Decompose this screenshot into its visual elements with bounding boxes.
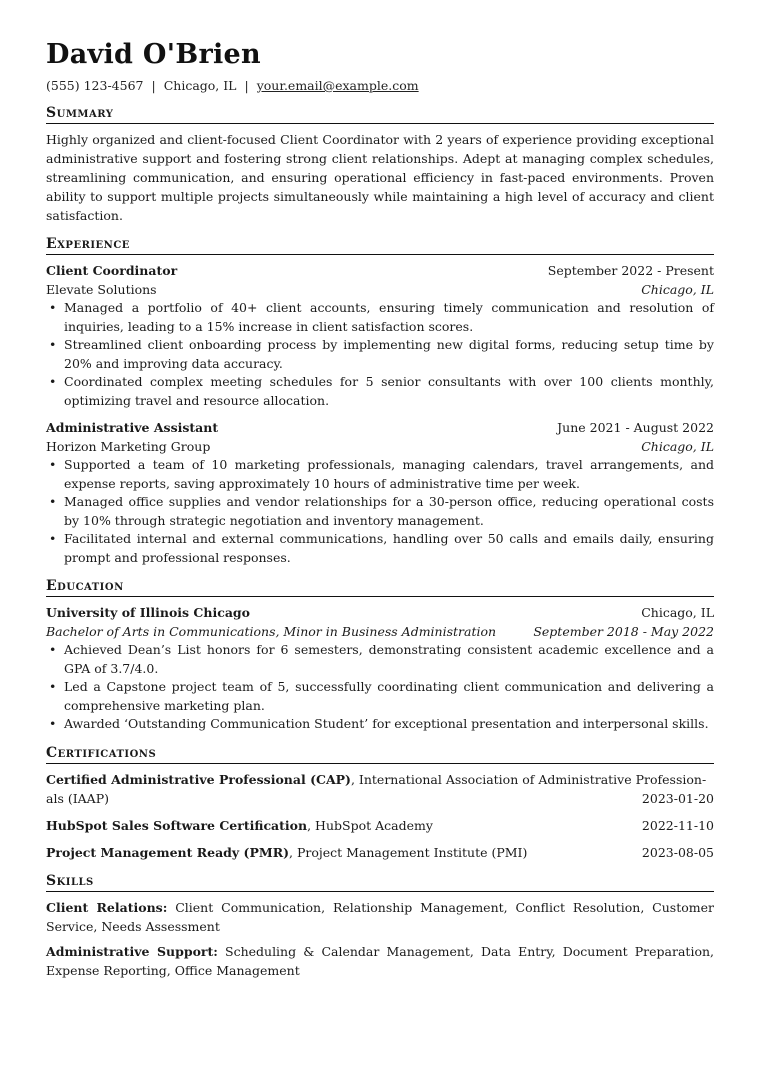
bullet-icon: • [49, 374, 57, 389]
contact-location: Chicago, IL [163, 78, 237, 93]
section-heading-certifications: Certifications [46, 744, 714, 764]
candidate-name: David O'Brien [46, 39, 261, 70]
job-dates: June 2021 - August 2022 [557, 420, 714, 435]
section-heading-experience: Experience [46, 235, 714, 255]
job-dates: September 2022 - Present [547, 263, 714, 278]
certification-item [46, 816, 714, 835]
bullet-icon: • [49, 300, 57, 315]
certification-issuer: , HubSpot Academy [307, 817, 433, 833]
education-dates: September 2018 - May 2022 [533, 624, 714, 639]
experience-section [46, 235, 714, 567]
company-name: Horizon Marketing Group [46, 439, 211, 454]
list-item: • Managed a portfolio of 40+ client accounts, ensuring timely communication and resolution of inquiries, leading to a 15% increase in client satisfaction scores. [49, 300, 714, 334]
certification-issuer: , Project Management Institute (PMI) [289, 844, 528, 860]
school-location: Chicago, IL [641, 605, 714, 620]
skill-group-items: Scheduling & Calendar Management, Data Entry, Document Preparation, Expense Reporting, Office Management [46, 943, 715, 978]
list-item: • Achieved Dean’s List honors for 6 semesters, demonstrating consistent academic excellence and a GPA of 3.7/4.0. [49, 642, 714, 676]
list-item: • Supported a team of 10 marketing professionals, managing calendars, travel arrangements, and expense reports, saving approximately 10 hours of administrative time per week. [49, 457, 714, 491]
bullet-icon: • [49, 531, 57, 546]
list-item: • Streamlined client onboarding process by implementing new digital forms, reducing setup time by 20% and improving data accuracy. [49, 337, 714, 371]
list-item: • Awarded ‘Outstanding Communication Student’ for exceptional presentation and interpersonal skills. [46, 715, 714, 734]
bullet-icon: • [49, 642, 57, 657]
bullet-icon: • [49, 716, 57, 731]
education-section [46, 577, 714, 734]
list-item: • Facilitated internal and external communications, handling over 50 calls and emails daily, ensuring prompt and professional responses. [49, 531, 714, 565]
school-name: University of Illinois Chicago [46, 605, 251, 620]
bullet-icon: • [49, 679, 57, 694]
certification-date: 2023-08-05 [641, 844, 714, 860]
degree-name: Bachelor of Arts in Communications, Minor in Business Administration [46, 624, 497, 639]
certification-item [46, 770, 714, 808]
bullet-icon: • [49, 337, 57, 352]
company-name: Elevate Solutions [46, 282, 157, 297]
job-title: Administrative Assistant [46, 420, 219, 435]
resume-page [46, 38, 714, 986]
contact-separator: | [244, 78, 249, 93]
contact-line [46, 78, 714, 94]
section-heading-education: Education [46, 577, 714, 597]
skill-group-items: Client Communication, Relationship Management, Conflict Resolution, Customer Service, Needs Assessment [46, 899, 714, 934]
certification-item [46, 843, 714, 862]
job-bullet-list [46, 456, 714, 567]
list-item: • Managed office supplies and vendor relationships for a 30-person office, reducing operational costs by 10% through strategic negotiation and inventory management. [49, 494, 714, 528]
skills-section [46, 872, 714, 980]
skill-group-label: Administrative Support: [46, 943, 218, 959]
skill-group-label: Client Relations: [46, 899, 168, 915]
contact-separator: | [151, 78, 156, 93]
job-location: Chicago, IL [641, 439, 714, 454]
job-title: Client Coordinator [46, 263, 178, 278]
certification-date: 2023-01-20 [641, 790, 714, 806]
certifications-section [46, 744, 714, 862]
list-item: • Coordinated complex meeting schedules for 5 senior consultants with over 100 clients monthly, optimizing travel and resource allocation. [49, 374, 714, 408]
experience-entry [46, 418, 714, 567]
certification-name: Certified Administrative Professional (CAP) [46, 771, 351, 787]
certification-name: HubSpot Sales Software Certification [46, 817, 308, 833]
section-heading-skills: Skills [46, 872, 714, 892]
certification-name: Project Management Ready (PMR) [46, 844, 289, 860]
summary-text: Highly organized and client-focused Client Coordinator with 2 years of experience providing exceptional administrative support and fostering strong client relationships. Adept at managing complex schedules, streamlining communication, and ensuring operational efficiency in fast-paced environments. Proven ability to support multiple projects simultaneously while maintaining a high level of accuracy and client satisfaction. [46, 132, 714, 223]
certification-issuer-cont: als (IAAP) [46, 790, 109, 806]
job-bullet-list [46, 299, 714, 410]
certification-date: 2022-11-10 [641, 817, 714, 833]
skill-group [46, 942, 714, 980]
summary-section [46, 104, 714, 225]
phone-number: (555) 123-4567 [46, 78, 144, 93]
bullet-icon: • [49, 494, 57, 509]
education-bullet-list [46, 641, 714, 734]
skill-group [46, 898, 714, 936]
experience-entry [46, 261, 714, 410]
bullet-icon: • [49, 457, 57, 472]
job-location: Chicago, IL [641, 282, 714, 297]
certification-issuer: , International Association of Administrative Profession- [350, 771, 707, 787]
email-link[interactable]: your.email@example.com [256, 78, 419, 93]
list-item: • Led a Capstone project team of 5, successfully coordinating client communication and delivering a comprehensive marketing plan. [49, 679, 714, 713]
section-heading-summary: Summary [46, 104, 714, 124]
